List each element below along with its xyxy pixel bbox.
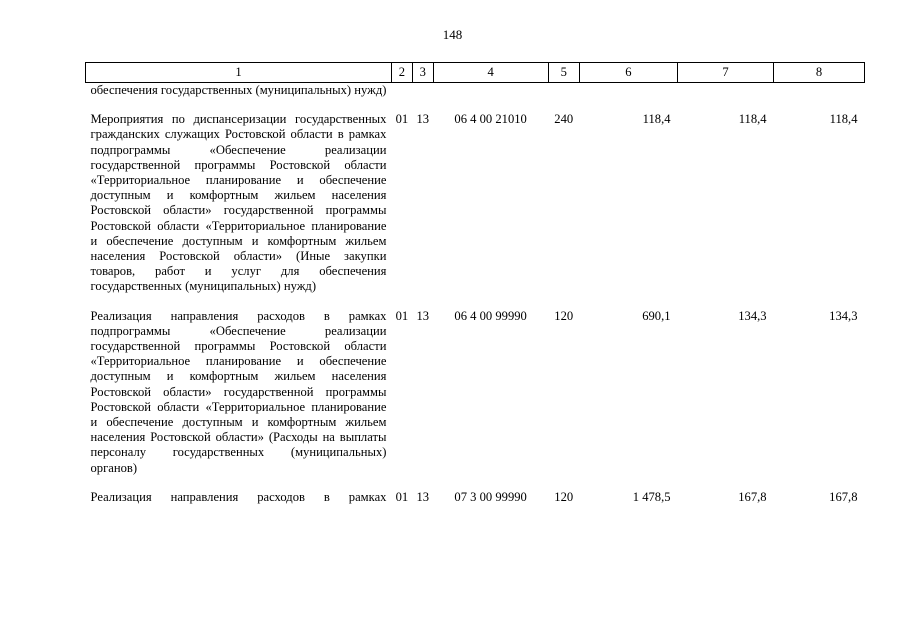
table-header-row — [86, 63, 865, 83]
column-header: 7 — [678, 63, 774, 83]
column-header: 2 — [391, 63, 412, 83]
column-header: 1 — [86, 63, 392, 83]
budget-table — [85, 62, 865, 505]
row-target-code: 06 4 00 99990 — [454, 308, 527, 323]
row-amount-1: 690,1 — [642, 308, 671, 323]
row-subsection: 13 — [416, 308, 430, 323]
row-expense-type: 240 — [554, 112, 574, 127]
row-name: обеспечения государственных (муниципальных) нужд) — [90, 83, 387, 97]
row-target-code — [433, 83, 548, 113]
column-header: 8 — [774, 63, 865, 83]
row-expense-type: 120 — [554, 308, 574, 323]
row-amount-1: 1 478,5 — [632, 489, 671, 504]
table-row — [86, 490, 865, 505]
row-target-code: 06 4 00 21010 — [454, 112, 527, 127]
column-header: 3 — [412, 63, 433, 83]
row-name: Реализация направления расходов в рамках подпрограммы «Обеспечение реализации государственной программы Ростовской области «Территориальное планирование и обеспечение доступным и комфортным жильем населения Ростовской области» государственной программы Ростовской области «Территориальное планирование и обеспечение доступным и комфортным жильем населения Ростовской области» (Расходы на выплаты персоналу государственных (муниципальных) органов) — [90, 308, 387, 475]
row-section: 01 — [395, 489, 409, 504]
column-header: 4 — [433, 63, 548, 83]
table-row — [86, 112, 865, 308]
row-amount-1 — [579, 83, 677, 113]
row-subsection: 13 — [416, 112, 430, 127]
column-header: 5 — [548, 63, 579, 83]
row-expense-type: 120 — [554, 489, 574, 504]
row-name: Мероприятия по диспансеризации государственных гражданских служащих Ростовской области в рамках подпрограммы «Обеспечение реализации государственной программы Ростовской области «Территориальное планирование и обеспечение доступным и комфортным жильем населения Ростовской области» государственной программы Ростовской области «Территориальное планирование и обеспечение доступным и комфортным жильем населения Ростовской области» (Иные закупки товаров, работ и услуг для обеспечения государственных (муниципальных) нужд) — [90, 112, 387, 294]
page-number: 148 — [442, 27, 463, 42]
row-amount-3: 134,3 — [829, 308, 858, 323]
row-subsection — [412, 83, 433, 113]
column-header: 6 — [579, 63, 677, 83]
table-row — [86, 309, 865, 490]
row-amount-1: 118,4 — [642, 112, 671, 127]
table-row — [86, 83, 865, 113]
row-subsection: 13 — [416, 489, 430, 504]
row-name: Реализация направления расходов в рамках — [90, 489, 387, 504]
row-amount-2 — [678, 83, 774, 113]
row-amount-3: 118,4 — [829, 112, 858, 127]
row-amount-2: 167,8 — [738, 489, 767, 504]
row-section: 01 — [395, 308, 409, 323]
row-section: 01 — [395, 112, 409, 127]
row-amount-2: 134,3 — [738, 308, 767, 323]
row-target-code: 07 3 00 99990 — [454, 489, 527, 504]
row-amount-2: 118,4 — [738, 112, 767, 127]
row-expense-type — [548, 83, 579, 113]
row-amount-3: 167,8 — [829, 489, 858, 504]
row-amount-3 — [774, 83, 865, 113]
row-section — [391, 83, 412, 113]
